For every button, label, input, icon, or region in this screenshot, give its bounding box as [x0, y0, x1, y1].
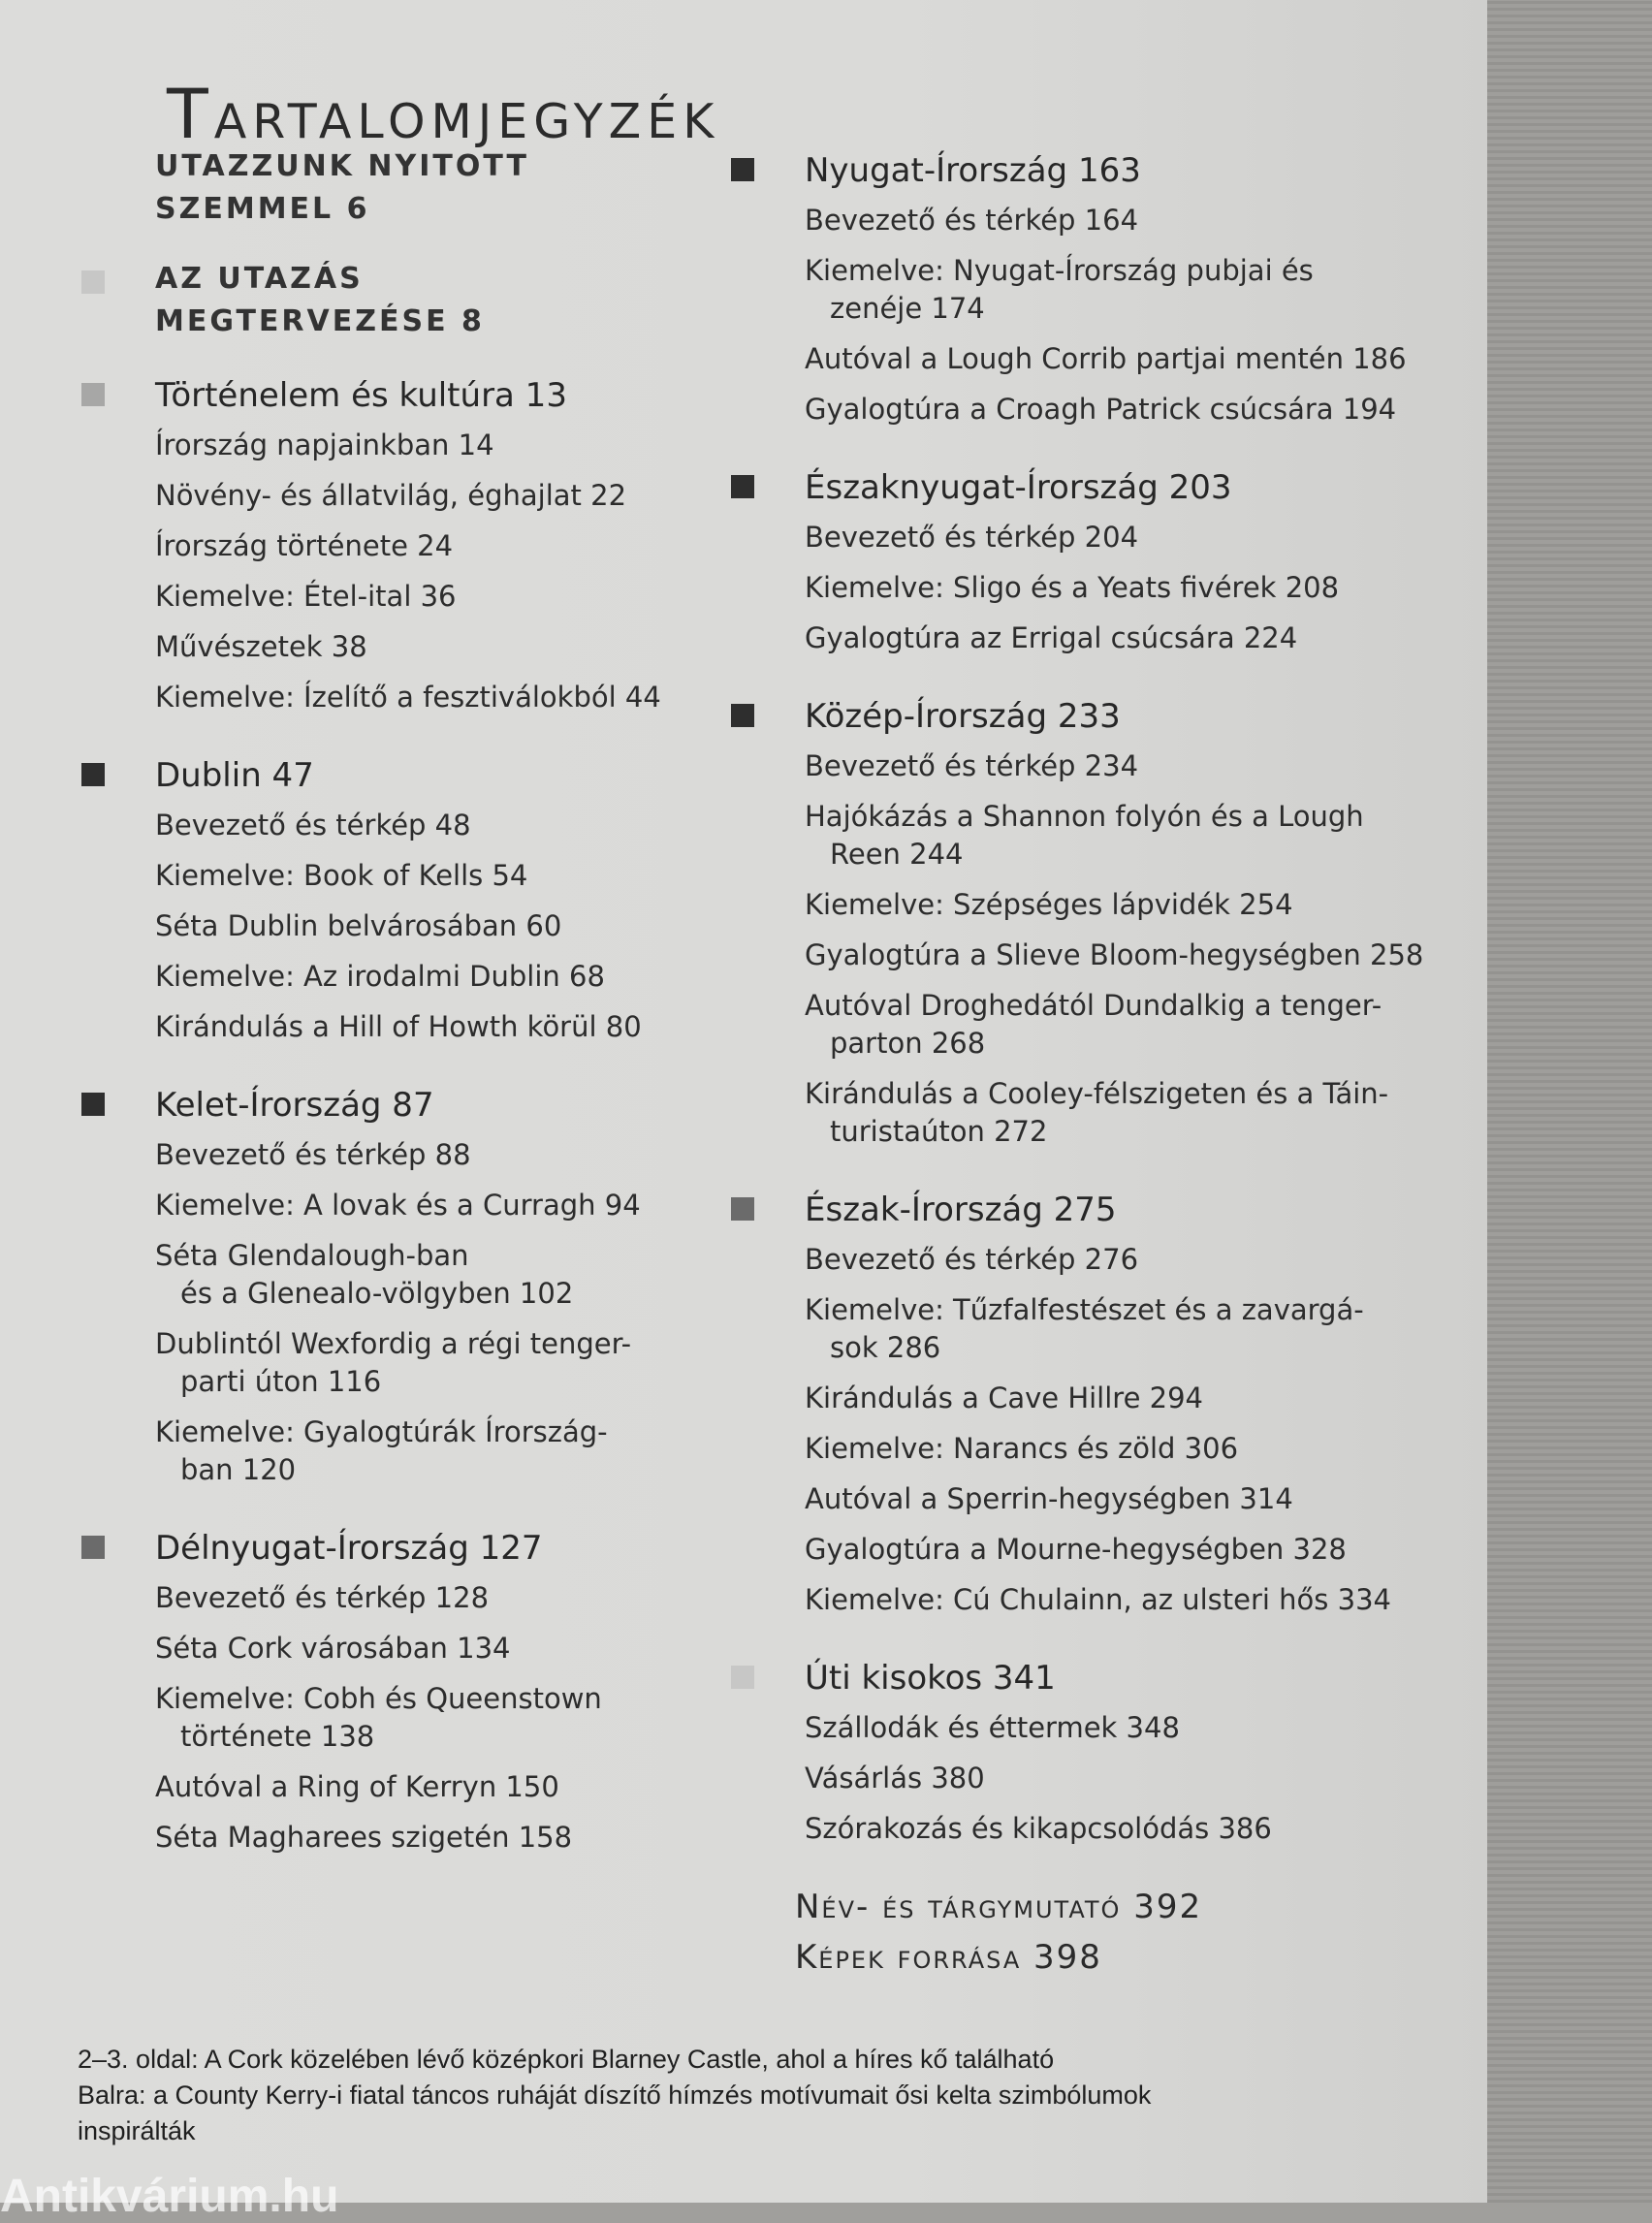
entry-text: Bevezető és térkép 48: [155, 809, 471, 842]
section-heading: [58, 258, 679, 343]
entry-continuation: turistaúton 272: [830, 1115, 1048, 1148]
entry-text: Séta Glendalough-ban: [155, 1239, 469, 1272]
entry-text: Írország napjainkban 14: [155, 429, 494, 461]
entry-text: Gyalogtúra az Errigal csúcsára 224: [805, 621, 1298, 654]
page-title: Tartalomjegyzék: [167, 74, 720, 154]
entry-text: Írország története 24: [155, 529, 454, 562]
toc-entry: [155, 1624, 679, 1674]
toc-entry: [805, 246, 1464, 334]
section-heading-text: SZEMMEL 6: [155, 192, 370, 226]
entry-text: Kiemelve: A lovak és a Curragh 94: [155, 1189, 641, 1222]
entry-continuation: és a Glenealo-völgyben 102: [180, 1277, 574, 1310]
index-line: Név- és tárgymutató 392: [795, 1888, 1203, 1926]
entry-list: [58, 421, 679, 723]
section-heading-text: Kelet-Írország 87: [155, 1086, 434, 1125]
toc-entry: [155, 622, 679, 673]
toc-section: [708, 1653, 1464, 1855]
entry-text: Séta Cork városában 134: [155, 1632, 511, 1665]
entry-text: Dublintól Wexfordig a régi tenger-: [155, 1327, 632, 1360]
section-bullet-icon: [731, 158, 754, 181]
section-heading-text: Észak-Írország 275: [805, 1191, 1117, 1229]
section-bullet-icon: [81, 270, 105, 294]
section-bullet-icon: [731, 475, 754, 498]
section-bullet-icon: [81, 1536, 105, 1559]
toc-section: [58, 370, 679, 723]
watermark: Antikvárium.hu: [0, 2171, 339, 2222]
section-heading: [708, 1185, 1464, 1235]
toc-section: [58, 750, 679, 1053]
toc-entry: [805, 931, 1464, 981]
entry-text: Autóval a Ring of Kerryn 150: [155, 1770, 559, 1803]
toc-entry: [805, 1575, 1464, 1626]
toc-entry: [805, 792, 1464, 880]
entry-text: Gyalogtúra a Slieve Bloom-hegységben 258: [805, 938, 1424, 971]
entry-list: [708, 513, 1464, 664]
entry-text: Gyalogtúra a Croagh Patrick csúcsára 194: [805, 393, 1397, 426]
entry-text: Autóval a Lough Corrib partjai mentén 186: [805, 342, 1407, 375]
toc-entry: [155, 1763, 679, 1813]
toc-section: [58, 258, 679, 343]
toc-entry: [805, 1804, 1464, 1855]
section-bullet-icon: [81, 763, 105, 786]
entry-list: [708, 742, 1464, 1158]
section-bullet-icon: [81, 1093, 105, 1116]
entry-text: Kiemelve: Gyalogtúrák Írország-: [155, 1415, 608, 1448]
section-heading: [58, 1523, 679, 1573]
section-heading: [58, 370, 679, 421]
picture-credits-line: Képek forrása 398: [795, 1938, 1102, 1977]
entry-list: [58, 801, 679, 1053]
entry-text: Hajókázás a Shannon folyón és a Lough: [805, 800, 1364, 833]
entry-continuation: története 138: [180, 1720, 375, 1753]
entry-text: Művészetek 38: [155, 630, 367, 663]
entry-text: Szállodák és éttermek 348: [805, 1711, 1180, 1744]
section-heading: [708, 1653, 1464, 1703]
entry-text: Séta Magharees szigetén 158: [155, 1821, 573, 1854]
toc-entry: [805, 1069, 1464, 1158]
caption-line: Balra: a County Kerry-i fiatal táncos ruháját díszítő hímzés motívumait ősi kelta szimbólumok: [78, 2080, 1152, 2110]
toc-entry: [155, 1573, 679, 1624]
toc-entry: [155, 1813, 679, 1863]
toc-entry: [805, 1374, 1464, 1424]
entry-list: [58, 1130, 679, 1496]
toc-section: [58, 1523, 679, 1863]
section-heading-text: Délnyugat-Írország 127: [155, 1529, 543, 1568]
section-heading: [708, 462, 1464, 513]
section-heading-text: Északnyugat-Írország 203: [805, 468, 1232, 507]
toc-entry: [155, 471, 679, 522]
book-spine-edge: [1487, 0, 1652, 2203]
toc-entry: [805, 1424, 1464, 1475]
entry-text: Vásárlás 380: [805, 1762, 985, 1794]
entry-list: [708, 196, 1464, 435]
toc-entry: [805, 1235, 1464, 1286]
entry-text: Bevezető és térkép 276: [805, 1243, 1139, 1276]
entry-continuation: sok 286: [830, 1331, 941, 1364]
entry-text: Kirándulás a Cave Hillre 294: [805, 1381, 1203, 1414]
entry-text: Kiemelve: Nyugat-Írország pubjai és: [805, 254, 1314, 287]
entry-text: Autóval a Sperrin-hegységben 314: [805, 1482, 1293, 1515]
toc-entry: [155, 1319, 679, 1408]
entry-text: Bevezető és térkép 128: [155, 1581, 490, 1614]
toc-section: [58, 1080, 679, 1496]
entry-text: Kiemelve: Narancs és zöld 306: [805, 1432, 1239, 1465]
toc-left-column: [58, 145, 679, 1890]
toc-entry: [155, 1181, 679, 1231]
section-heading-text: Úti kisokos 341: [805, 1659, 1056, 1698]
toc-entry: [155, 851, 679, 902]
caption-line: 2–3. oldal: A Cork közelében lévő középkori Blarney Castle, ahol a híres kő található: [78, 2045, 1055, 2074]
section-heading: [58, 145, 679, 231]
section-heading-text: Nyugat-Írország 163: [805, 151, 1141, 190]
section-bullet-icon: [81, 383, 105, 406]
photo-caption: [78, 2042, 1357, 2149]
toc-entry: [155, 522, 679, 572]
caption-line: inspirálták: [78, 2116, 196, 2145]
entry-list: [58, 1573, 679, 1863]
entry-text: Növény- és állatvilág, éghajlat 22: [155, 479, 627, 512]
entry-continuation: ban 120: [180, 1453, 297, 1486]
entry-text: Kiemelve: Étel-ital 36: [155, 580, 457, 613]
section-heading-text: MEGTERVEZÉSE 8: [155, 304, 485, 338]
toc-entry: [805, 334, 1464, 385]
toc-right-column: [708, 145, 1464, 1983]
entry-text: Szórakozás és kikapcsolódás 386: [805, 1812, 1272, 1845]
entry-continuation: parton 268: [830, 1027, 986, 1060]
entry-text: Séta Dublin belvárosában 60: [155, 909, 562, 942]
entry-text: Bevezető és térkép 204: [805, 521, 1139, 554]
section-heading: [58, 750, 679, 801]
toc-entry: [155, 1231, 679, 1319]
toc-entry: [155, 1130, 679, 1181]
entry-text: Kiemelve: Szépséges lápvidék 254: [805, 888, 1293, 921]
entry-text: Kiemelve: Book of Kells 54: [155, 859, 528, 892]
toc-entry: [155, 952, 679, 1002]
toc-entry: [805, 196, 1464, 246]
entry-text: Bevezető és térkép 234: [805, 749, 1139, 782]
toc-entry: [805, 880, 1464, 931]
toc-entry: [805, 385, 1464, 435]
toc-section: [58, 145, 679, 231]
toc-section: [708, 462, 1464, 664]
entry-text: Kiemelve: Sligo és a Yeats fivérek 208: [805, 571, 1340, 604]
entry-continuation: parti úton 116: [180, 1365, 382, 1398]
section-bullet-icon: [731, 1197, 754, 1221]
toc-entry: [805, 513, 1464, 563]
entry-text: Kirándulás a Cooley-félszigeten és a Táin-: [805, 1077, 1389, 1110]
section-heading-text: Közép-Írország 233: [805, 697, 1121, 736]
toc-entry: [155, 1408, 679, 1496]
entry-text: Kiemelve: Cú Chulainn, az ulsteri hős 334: [805, 1583, 1391, 1616]
toc-entry: [805, 614, 1464, 664]
entry-text: Kiemelve: Cobh és Queenstown: [155, 1682, 602, 1715]
entry-text: Kiemelve: Ízelítő a fesztiválokból 44: [155, 681, 661, 714]
section-heading-text: Történelem és kultúra 13: [155, 376, 567, 415]
toc-entry: [805, 1754, 1464, 1804]
toc-entry: [155, 1002, 679, 1053]
entry-text: Autóval Droghedától Dundalkig a tenger-: [805, 989, 1382, 1022]
toc-entry: [805, 1286, 1464, 1374]
toc-entry: [805, 1703, 1464, 1754]
section-bullet-icon: [731, 1666, 754, 1689]
toc-entry: [155, 421, 679, 471]
toc-section: [708, 1185, 1464, 1626]
entry-text: Kirándulás a Hill of Howth körül 80: [155, 1010, 642, 1043]
toc-entry: [155, 801, 679, 851]
entry-list: [708, 1235, 1464, 1626]
toc-section: [708, 145, 1464, 435]
toc-entry: [805, 1475, 1464, 1525]
toc-section: [708, 691, 1464, 1158]
entry-text: Kiemelve: Az irodalmi Dublin 68: [155, 960, 605, 993]
toc-entry: [805, 1525, 1464, 1575]
entry-list: [708, 1703, 1464, 1855]
section-heading: [708, 691, 1464, 742]
section-bullet-icon: [731, 704, 754, 727]
section-heading: [58, 1080, 679, 1130]
toc-entry: [155, 902, 679, 952]
section-heading-text: Dublin 47: [155, 756, 314, 795]
toc-entry: [155, 572, 679, 622]
entry-continuation: zenéje 174: [830, 292, 985, 325]
section-heading-text: AZ UTAZÁS: [155, 262, 364, 296]
entry-text: Bevezető és térkép 88: [155, 1138, 471, 1171]
toc-entry: [805, 981, 1464, 1069]
entry-continuation: Reen 244: [830, 838, 964, 871]
entry-text: Gyalogtúra a Mourne-hegységben 328: [805, 1533, 1347, 1566]
toc-entry: [155, 1674, 679, 1763]
toc-entry: [805, 742, 1464, 792]
section-heading: [708, 145, 1464, 196]
toc-entry: [805, 563, 1464, 614]
entry-text: Bevezető és térkép 164: [805, 204, 1139, 237]
entry-text: Kiemelve: Tűzfalfestészet és a zavargá-: [805, 1293, 1364, 1326]
section-heading-text: UTAZZUNK NYITOTT: [155, 149, 529, 183]
toc-entry: [155, 673, 679, 723]
